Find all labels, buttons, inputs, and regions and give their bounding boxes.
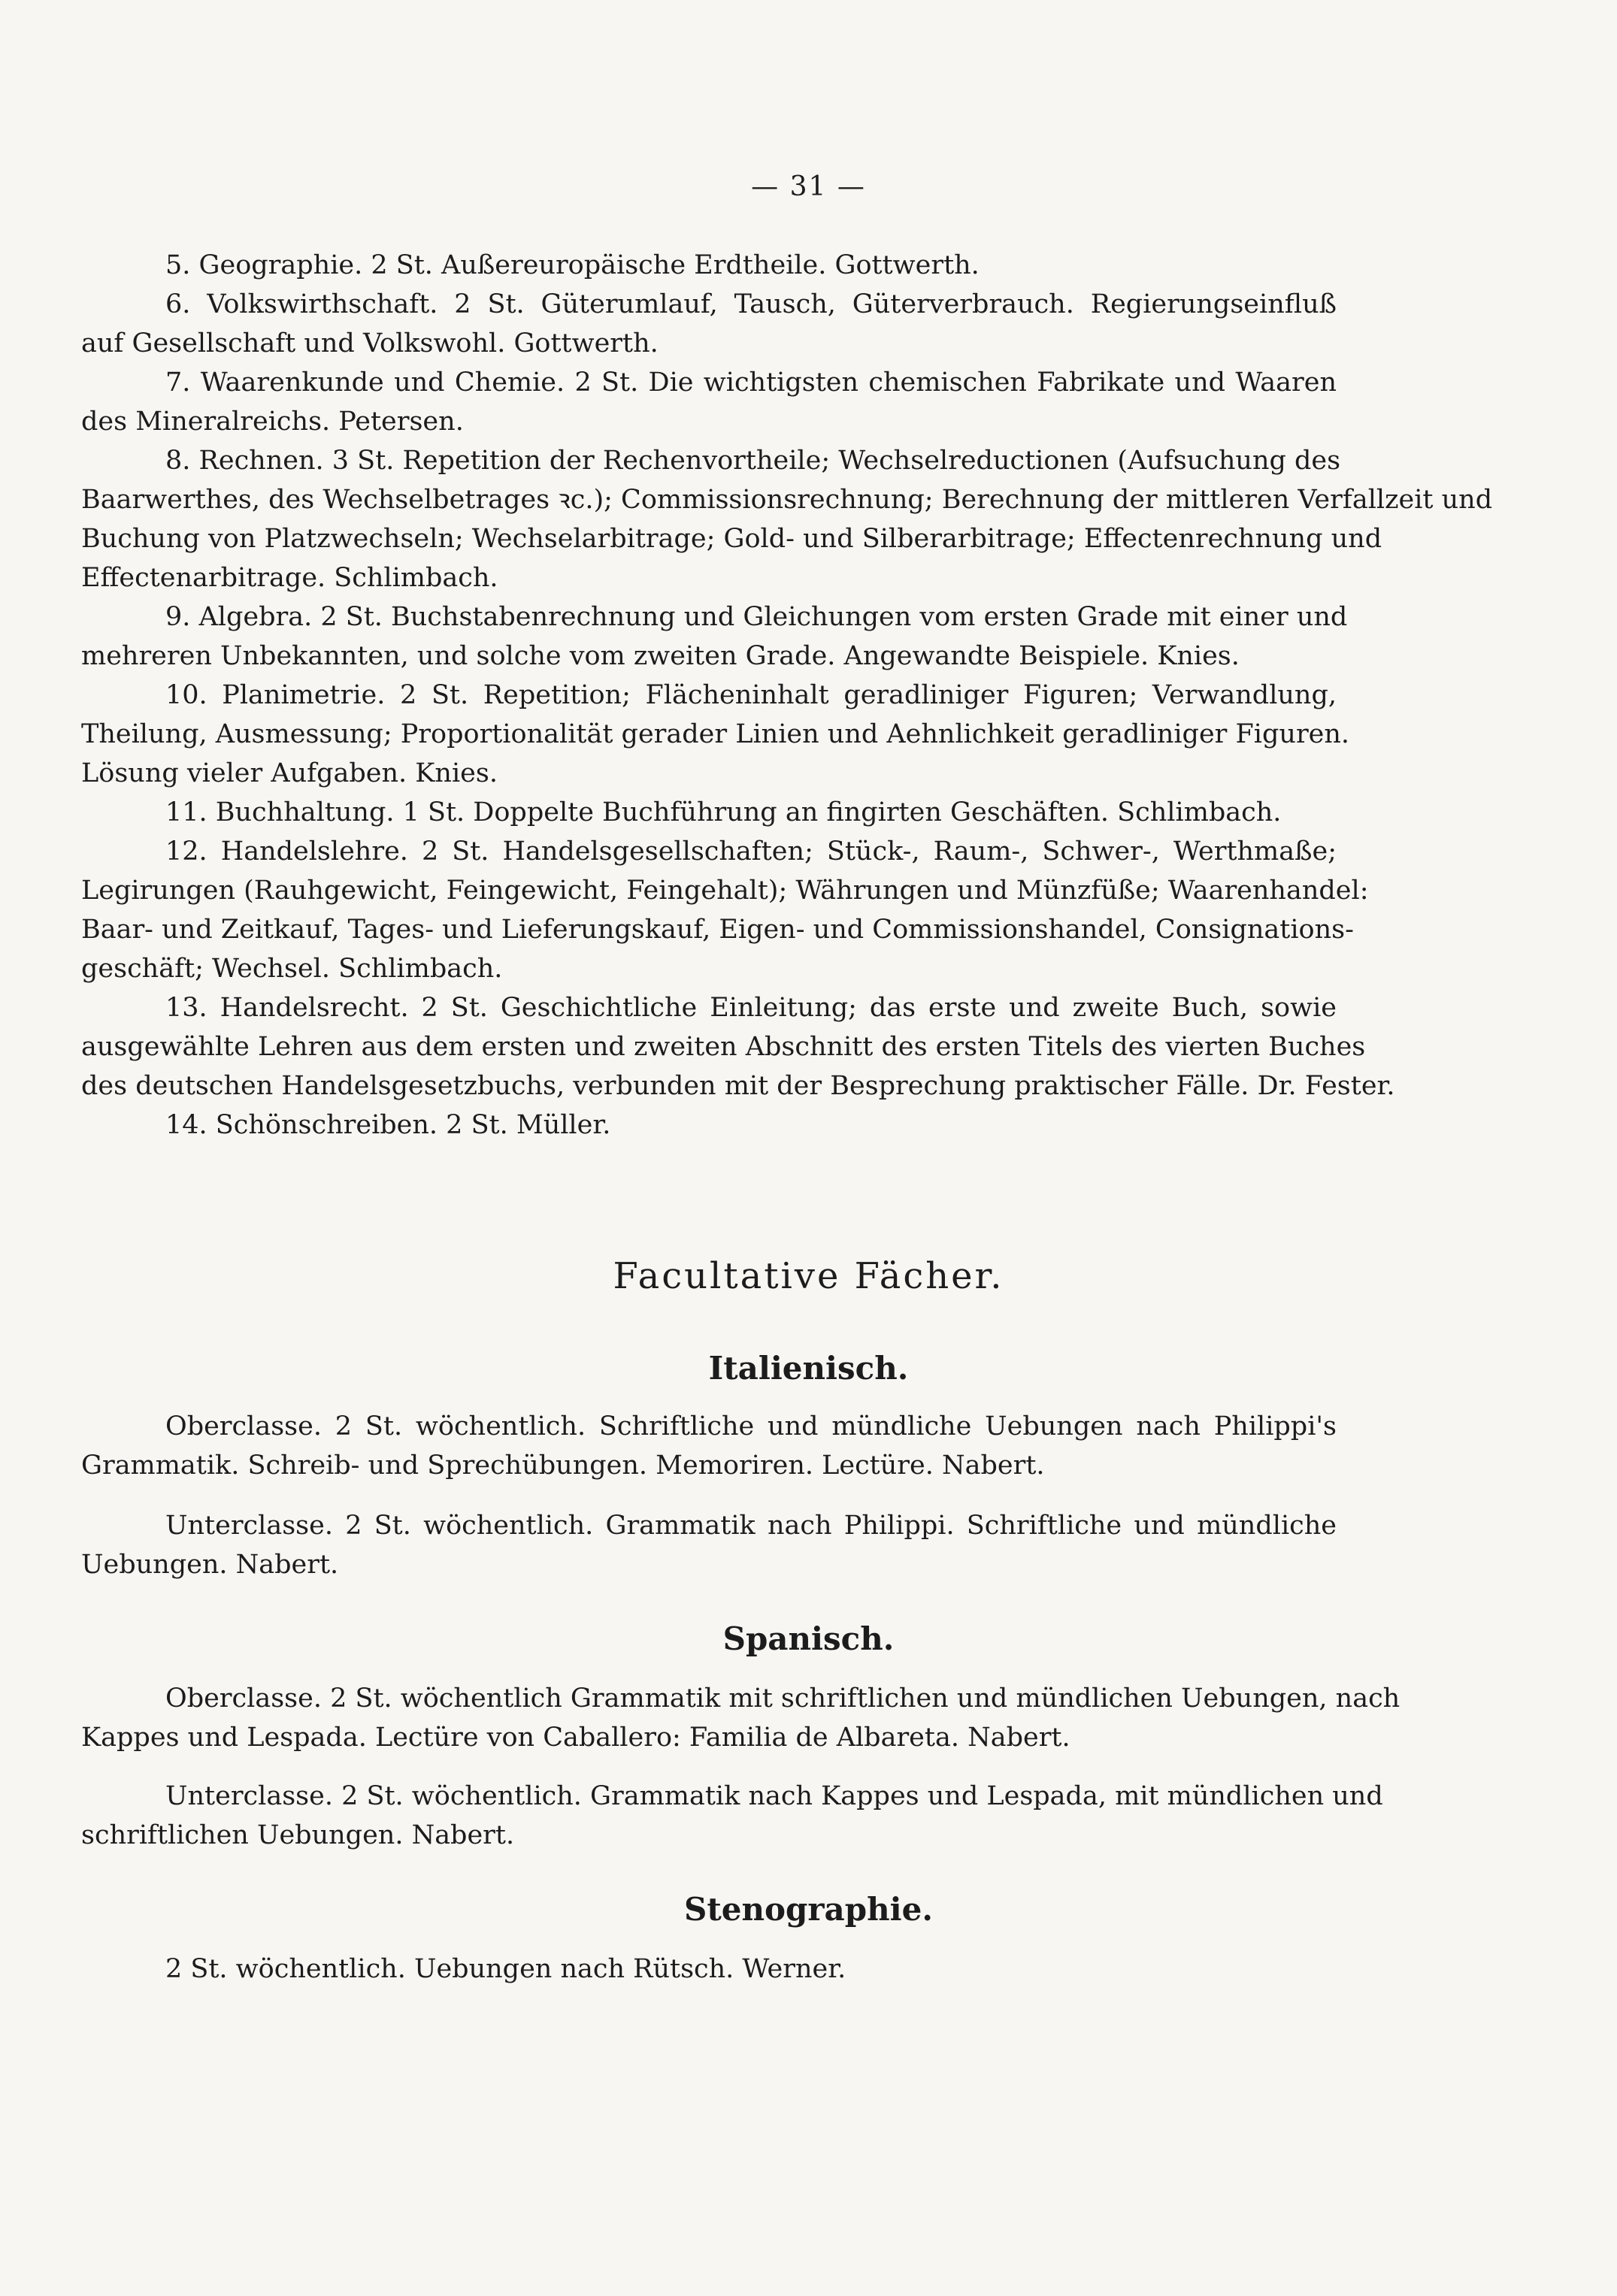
course-line: 10. Planimetrie. 2 St. Repetition; Flächeninhalt geradliniger Figuren; Verwandlung, [165, 680, 1337, 710]
page-number: — 31 — [751, 171, 866, 202]
course-line: Grammatik. Schreib- und Sprechübungen. Memoriren. Lectüre. Nabert. [81, 1451, 1045, 1481]
course-line: ausgewählte Lehren aus dem ersten und zweiten Abschnitt des ersten Titels des vierten Buches [81, 1032, 1366, 1062]
italian-heading: Italienisch. [708, 1350, 909, 1387]
course-item [81, 441, 1493, 597]
course-line: 13. Handelsrecht. 2 St. Geschichtliche Einleitung; das erste und zweite Buch, sowie [165, 993, 1337, 1023]
course-item [81, 988, 1395, 1106]
course-line: 6. Volkswirthschaft. 2 St. Güterumlauf, Tausch, Güterverbrauch. Regierungseinfluß [165, 289, 1337, 319]
course-line: 14. Schönschreiben. 2 St. Müller. [165, 1110, 611, 1140]
italian-oberclasse [81, 1407, 1337, 1485]
course-item [81, 363, 1337, 441]
course-item [81, 676, 1350, 793]
course-line: 7. Waarenkunde und Chemie. 2 St. Die wichtigsten chemischen Fabrikate und Waaren [165, 368, 1337, 398]
spanish-heading: Spanisch. [722, 1620, 895, 1657]
course-line: 9. Algebra. 2 St. Buchstabenrechnung und Gleichungen vom ersten Grade mit einer und [165, 602, 1348, 632]
course-item [81, 832, 1369, 988]
course-list [81, 246, 1493, 1145]
stenography-heading: Stenographie. [684, 1891, 933, 1928]
spanish-unterclasse [81, 1777, 1383, 1855]
course-line: Unterclasse. 2 St. wöchentlich. Grammatik nach Philippi. Schriftliche und mündliche [165, 1511, 1337, 1541]
course-line: 2 St. wöchentlich. Uebungen nach Rütsch. Werner. [165, 1954, 846, 1984]
course-line: mehreren Unbekannten, und solche vom zweiten Grade. Angewandte Beispiele. Knies. [81, 641, 1240, 671]
course-line: des deutschen Handelsgesetzbuchs, verbunden mit der Besprechung praktischer Fälle. Dr. Fester. [81, 1071, 1395, 1101]
course-line: Lösung vieler Aufgaben. Knies. [81, 758, 498, 788]
course-item [81, 246, 1337, 285]
italian-unterclasse [81, 1506, 1337, 1584]
course-line: Oberclasse. 2 St. wöchentlich Grammatik mit schriftlichen und mündlichen Uebungen, nach [165, 1683, 1400, 1714]
course-line: Oberclasse. 2 St. wöchentlich. Schriftliche und mündliche Uebungen nach Philippi's [165, 1411, 1337, 1441]
course-line: Theilung, Ausmessung; Proportionalität gerader Linien und Aehnlichkeit geradliniger Figuren. [81, 719, 1350, 749]
course-line: 8. Rechnen. 3 St. Repetition der Rechenvortheile; Wechselreductionen (Aufsuchung des [165, 446, 1341, 476]
course-line: Buchung von Platzwechseln; Wechselarbitrage; Gold- und Silberarbitrage; Effectenrechnung und [81, 524, 1382, 554]
course-line: Baarwerthes, des Wechselbetrages ꝛc.); Commissionsrechnung; Berechnung der mittleren Verfallzeit und [81, 485, 1493, 515]
course-line: Effectenarbitrage. Schlimbach. [81, 563, 498, 593]
course-line: Baar- und Zeitkauf, Tages- und Lieferungskauf, Eigen- und Commissionshandel, Consignations- [81, 915, 1354, 945]
course-line: Uebungen. Nabert. [81, 1550, 339, 1580]
course-item [81, 1106, 1337, 1145]
course-line: Legirungen (Rauhgewicht, Feingewicht, Feingehalt); Währungen und Münzfüße; Waarenhandel: [81, 876, 1369, 906]
facultative-heading: Facultative Fächer. [613, 1255, 1004, 1297]
course-line: 12. Handelslehre. 2 St. Handelsgesellschaften; Stück-, Raum-, Schwer-, Werthmaße; [165, 836, 1337, 867]
course-line: schriftlichen Uebungen. Nabert. [81, 1820, 515, 1850]
spanish-oberclasse [81, 1679, 1400, 1757]
course-line: 11. Buchhaltung. 1 St. Doppelte Buchführung an fingirten Geschäften. Schlimbach. [165, 797, 1282, 827]
course-item [81, 285, 1337, 363]
course-line: des Mineralreichs. Petersen. [81, 407, 464, 437]
course-line: 5. Geographie. 2 St. Außereuropäische Erdtheile. Gottwerth. [165, 250, 980, 280]
course-line: Unterclasse. 2 St. wöchentlich. Grammatik nach Kappes und Lespada, mit mündlichen und [165, 1781, 1383, 1811]
stenography-text [81, 1950, 1337, 1989]
course-item [81, 793, 1337, 832]
course-line: geschäft; Wechsel. Schlimbach. [81, 954, 503, 984]
course-line: auf Gesellschaft und Volkswohl. Gottwerth. [81, 328, 659, 358]
course-line: Kappes und Lespada. Lectüre von Caballero: Familia de Albareta. Nabert. [81, 1723, 1070, 1753]
course-item [81, 597, 1348, 676]
